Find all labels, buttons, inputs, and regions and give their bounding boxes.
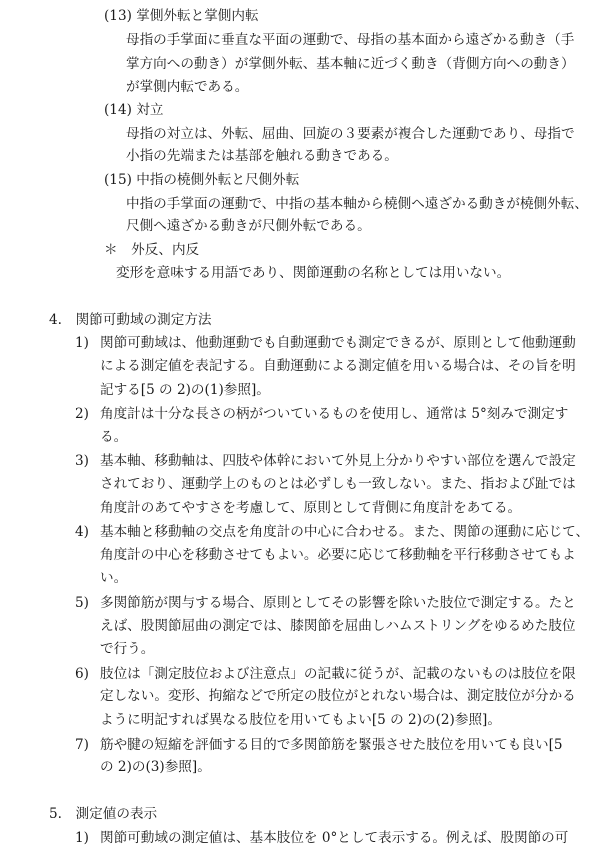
paragraph-line: が掌側内転である。 [126,79,249,95]
paragraph-line: 筋や腱の短縮を評価する目的で多関節筋を緊張させた肢位を用いても良い[5 [100,737,563,753]
subheading-14: (14) 対立 [104,102,164,118]
subheading-13: (13) 掌側外転と掌側内転 [104,8,259,24]
paragraph-line: の 2)の(3)参照]。 [100,759,211,775]
paragraph-line: 基本軸と移動軸の交点を角度計の中心に合わせる。また、関節の運動に応じて、 [100,524,590,540]
paragraph-line: 小指の先端または基部を触れる動きである。 [126,148,398,164]
paragraph-line: されており、運動学上のものとは必ずしも一致しない。また、指および趾では [100,476,576,492]
item-number: 7) [75,737,89,753]
paragraph-line: 中指の手掌面の運動で、中指の基本軸から橈側へ遠ざかる動きが橈側外転、 [126,196,588,212]
paragraph-line: ように明記すれば異なる肢位を用いてもよい[5 の 2)の(2)参照]。 [100,712,501,728]
item-number: 2) [75,406,89,422]
paragraph-line: 多関節筋が関与する場合、原則としてその影響を除いた肢位で測定する。たと [100,595,576,611]
paragraph-line: で行う。 [100,641,155,657]
paragraph-line: い。 [100,570,128,586]
item-number: 1) [75,830,89,846]
paragraph-line: 角度計は十分な長さの柄がついているものを使用し、通常は 5°刻みで測定す [100,406,569,422]
subheading-15: (15) 中指の橈側外転と尺側外転 [104,172,300,188]
item-number: 4) [75,524,89,540]
note-line: 変形を意味する用語であり、関節運動の名称としては用いない。 [116,265,511,281]
paragraph-line: る。 [100,429,128,445]
item-number: 6) [75,666,89,682]
note-heading: ＊ 外反、内反 [104,242,200,258]
paragraph-line: 母指の手掌面に垂直な平面の運動で、母指の基本面から遠ざかる動き（手 [126,32,575,48]
paragraph-line: 定しない。変形、拘縮などで所定の肢位がとれない場合は、測定肢位が分かる [100,688,576,704]
paragraph-line: による測定値を表記する。自動運動による測定値を用いる場合は、その旨を明 [100,358,576,374]
paragraph-line: えば、股関節屈曲の測定では、膝関節を屈曲しハムストリングをゆるめた肢位 [100,618,576,634]
paragraph-line: 関節可動域は、他動運動でも自動運動でも測定できるが、原則として他動運動 [100,335,576,351]
paragraph-line: 角度計の中心を移動させてもよい。必要に応じて移動軸を平行移動させてもよ [100,547,576,563]
item-number: 1) [75,335,89,351]
paragraph-line: 母指の対立は、外転、屈曲、回旋の３要素が複合した運動であり、母指で [126,126,575,142]
paragraph-line: 関節可動域の測定値は、基本肢位を 0°として表示する。例えば、股関節の可 [100,830,569,846]
paragraph-line: 基本軸、移動軸は、四肢や体幹において外見上分かりやすい部位を選んで設定 [100,453,576,469]
paragraph-line: 尺側へ遠ざかる動きが尺側外転である。 [126,218,371,234]
item-number: 5) [75,595,89,611]
paragraph-line: 掌方向への動き）が掌側外転、基本軸に近づく動き（背側方向への動き） [126,56,575,72]
paragraph-line: 肢位は「測定肢位および注意点」の記載に従うが、記載のないものは肢位を限 [100,666,576,682]
item-number: 3) [75,453,89,469]
paragraph-line: 角度計のあてやすさを考慮して、原則として背側に角度計をあてる。 [100,500,522,516]
paragraph-line: 記する[5 の 2)の(1)参照]。 [100,382,270,398]
section-heading-5: 5. 測定値の表示 [49,806,158,822]
section-heading-4: 4. 関節可動域の測定方法 [49,312,212,328]
